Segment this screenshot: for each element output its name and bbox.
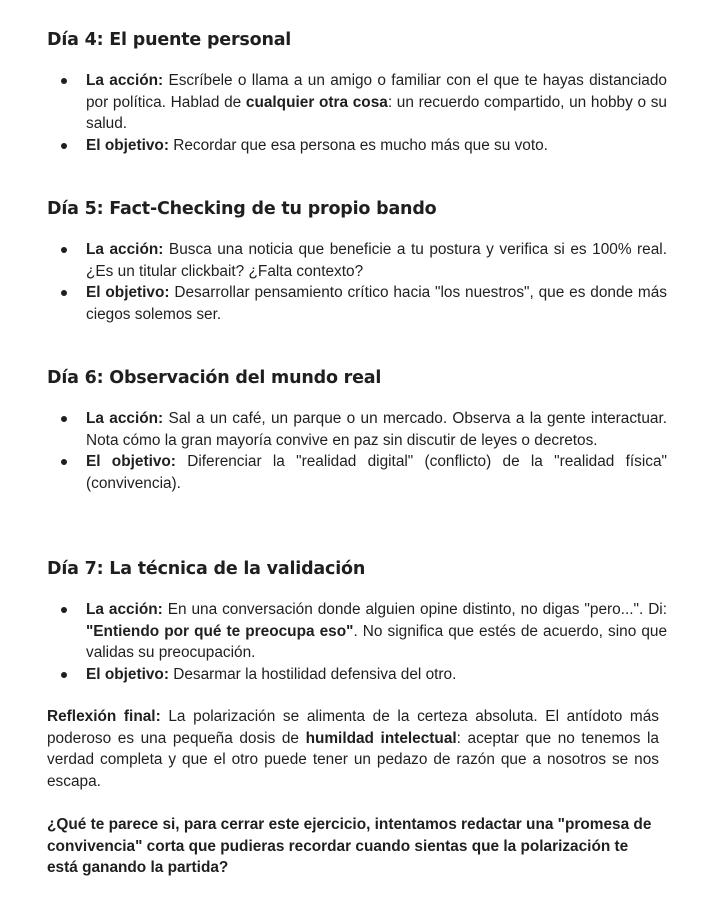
day7-accion-bold: "Entiendo por qué te preocupa eso" (86, 622, 354, 640)
day6-objetivo-text: Diferenciar la "realidad digital" (conflicto) de la "realidad física" (convivencia). (86, 453, 667, 492)
day4-section (47, 30, 667, 156)
day6-section (47, 368, 667, 494)
day5-objetivo-label: El objetivo: (86, 284, 170, 301)
day7-title: Día 7: La técnica de la validación (47, 559, 366, 579)
day4-accion-text-2: : un recuerdo compartido, un hobby o su salud. (86, 93, 667, 132)
closing-question: ¿Qué te parece si, para cerrar este ejercicio, intentamos redactar una "promesa de convivencia" corta que pudieras recordar cuando sientas que la polarización te está ganando la partida? (47, 816, 652, 876)
day4-objetivo-item (47, 135, 667, 157)
day7-objetivo-text: Desarmar la hostilidad defensiva del otro. (168, 665, 457, 683)
day4-accion-text-1: Escríbele o llama a un amigo o familiar con el que te hayas distanciado por política. Hablad de (86, 72, 667, 111)
day4-list (47, 70, 667, 156)
day7-list (47, 599, 667, 685)
day6-accion-label: La acción: (86, 410, 164, 427)
reflexion-bold: humildad intelectual (305, 729, 457, 747)
day5-objetivo-item (47, 282, 667, 325)
day4-accion-label: La acción: (86, 72, 164, 89)
day5-section (47, 199, 667, 325)
day4-accion-bold: cualquier otra cosa (245, 93, 388, 111)
day7-objetivo-item (47, 664, 667, 686)
day5-accion-label: La acción: (86, 241, 164, 258)
day7-accion-label: La acción: (86, 601, 163, 618)
reflexion-label: Reflexión final: (47, 708, 161, 725)
day5-objetivo-text: Desarrollar pensamiento crítico hacia "los nuestros", que es donde más ciegos solemos ser. (86, 284, 667, 323)
day7-section (47, 559, 667, 685)
day6-objetivo-item (47, 451, 667, 494)
reflexion-text-1: La polarización se alimenta de la certeza absoluta. El antídoto más poderoso es una pequeña dosis de (47, 708, 660, 747)
day7-accion-item (47, 599, 667, 664)
day5-accion-item (47, 239, 667, 282)
day6-accion-item (47, 408, 667, 451)
day6-title: Día 6: Observación del mundo real (47, 368, 382, 388)
reflexion-text-2: : aceptar que no tenemos la verdad completa y que el otro puede tener un pedazo de razón que a nosotros se nos escapa. (47, 729, 659, 790)
day5-accion-text: Busca una noticia que beneficie a tu postura y verifica si es 100% real. ¿Es un titular clickbait? ¿Falta contexto? (86, 241, 667, 280)
day6-accion-text: Sal a un café, un parque o un mercado. Observa a la gente interactuar. Nota cómo la gran mayoría convive en paz sin discutir de leyes o decretos. (86, 410, 667, 449)
day4-objetivo-label: El objetivo: (86, 136, 169, 154)
day7-accion-text-2: . No significa que estés de acuerdo, sino que validas su preocupación. (86, 622, 668, 661)
day5-title: Día 5: Fact-Checking de tu propio bando (47, 199, 437, 219)
day5-list (47, 239, 667, 325)
reflexion-paragraph (47, 706, 659, 792)
day4-objetivo-text: Recordar que esa persona es mucho más que su voto. (168, 136, 548, 154)
day6-objetivo-label: El objetivo: (86, 453, 176, 470)
day4-title: Día 4: El puente personal (47, 30, 292, 50)
day6-list (47, 408, 667, 494)
day7-accion-text-1: En una conversación donde alguien opine distinto, no digas "pero...". Di: (162, 601, 667, 618)
day4-accion-item (47, 70, 667, 135)
day7-objetivo-label: El objetivo: (86, 665, 169, 683)
